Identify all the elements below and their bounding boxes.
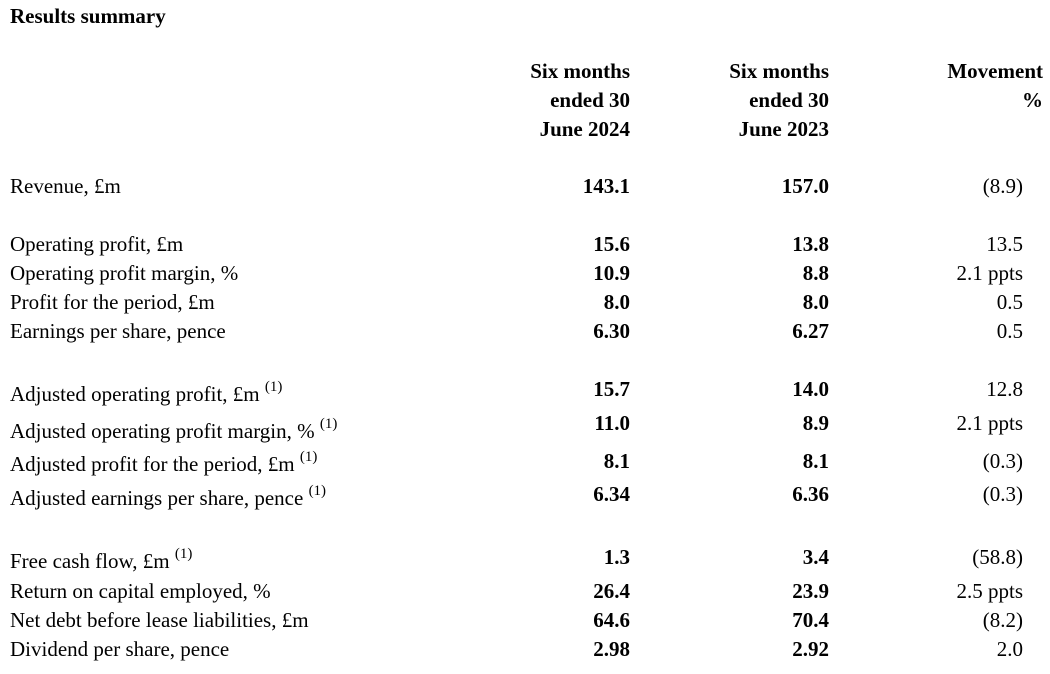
value-2024: 6.34 bbox=[593, 482, 630, 506]
table-row bbox=[0, 480, 1050, 509]
value-2023: 6.36 bbox=[792, 482, 829, 506]
table-row bbox=[0, 259, 1050, 288]
value-2024: 1.3 bbox=[603, 545, 630, 569]
movement-value: (58.8) bbox=[972, 545, 1023, 569]
movement-value: (8.2) bbox=[982, 608, 1023, 632]
table-row bbox=[0, 317, 1050, 346]
row-label: Return on capital employed, % bbox=[10, 579, 271, 603]
value-2024: 8.1 bbox=[603, 449, 630, 473]
row-label: Dividend per share, pence bbox=[10, 637, 230, 661]
value-2023: 2.92 bbox=[792, 637, 829, 661]
value-2023: 13.8 bbox=[792, 232, 829, 256]
header-line: June 2024 bbox=[539, 117, 630, 141]
page-title: Results summary bbox=[10, 4, 166, 28]
header-line: Six months bbox=[530, 59, 630, 83]
movement-value: 2.0 bbox=[996, 637, 1023, 661]
table-row bbox=[0, 606, 1050, 635]
movement-value: (0.3) bbox=[982, 449, 1023, 473]
value-2024: 10.9 bbox=[593, 261, 630, 285]
value-2024: 8.0 bbox=[603, 290, 630, 314]
value-2023: 14.0 bbox=[792, 377, 829, 401]
value-2024: 26.4 bbox=[593, 579, 630, 603]
value-2024: 143.1 bbox=[582, 174, 630, 198]
value-2024: 64.6 bbox=[593, 608, 630, 632]
table-row bbox=[0, 543, 1050, 572]
value-2024: 15.7 bbox=[593, 377, 630, 401]
table-row bbox=[0, 447, 1050, 476]
value-2023: 8.9 bbox=[802, 411, 829, 435]
footnote-marker: (1) bbox=[264, 379, 283, 395]
header-line: % bbox=[1022, 88, 1043, 112]
row-label: Operating profit, £m bbox=[10, 232, 184, 256]
row-label: Adjusted earnings per share, pence $^{(1)}$ bbox=[10, 483, 327, 510]
row-label: Earnings per share, pence bbox=[10, 319, 226, 343]
value-2023: 8.8 bbox=[802, 261, 829, 285]
value-2023: 157.0 bbox=[781, 174, 829, 198]
value-2024: 6.30 bbox=[593, 319, 630, 343]
value-2023: 6.27 bbox=[792, 319, 829, 343]
footnote-marker: (1) bbox=[174, 546, 193, 562]
table-row bbox=[0, 172, 1050, 201]
header-line: ended 30 bbox=[550, 88, 630, 112]
row-label: Adjusted operating profit margin, % $^{(1)}$ bbox=[10, 416, 338, 443]
value-2024: 15.6 bbox=[593, 232, 630, 256]
value-2023: 8.1 bbox=[802, 449, 829, 473]
footnote-marker: (1) bbox=[308, 483, 327, 499]
row-label: Net debt before lease liabilities, £m bbox=[10, 608, 309, 632]
value-2023: 3.4 bbox=[802, 545, 829, 569]
header-line: ended 30 bbox=[749, 88, 829, 112]
value-2023: 70.4 bbox=[792, 608, 829, 632]
movement-value: 2.5 ppts bbox=[956, 579, 1023, 603]
row-label: Free cash flow, £m $^{(1)}$ bbox=[10, 546, 193, 573]
header-line: June 2023 bbox=[738, 117, 829, 141]
header-line: Movement bbox=[947, 59, 1043, 83]
table-row bbox=[0, 375, 1050, 404]
row-label: Adjusted profit for the period, £m $^{(1)}$ bbox=[10, 449, 318, 476]
movement-value: (0.3) bbox=[982, 482, 1023, 506]
row-label: Adjusted operating profit, £m $^{(1)}$ bbox=[10, 379, 283, 406]
row-label: Operating profit margin, % bbox=[10, 261, 239, 285]
table-row bbox=[0, 409, 1050, 443]
table-row bbox=[0, 230, 1050, 259]
movement-value: 12.8 bbox=[986, 377, 1023, 401]
row-label: Revenue, £m bbox=[10, 174, 121, 198]
row-label: Profit for the period, £m bbox=[10, 290, 215, 314]
header-six-months-2023 bbox=[729, 57, 829, 144]
table-row bbox=[0, 288, 1050, 317]
value-2023: 23.9 bbox=[792, 579, 829, 603]
value-2024: 11.0 bbox=[594, 411, 630, 435]
footnote-marker: (1) bbox=[299, 449, 318, 465]
movement-value: 2.1 ppts bbox=[956, 411, 1023, 435]
header-line: Six months bbox=[729, 59, 829, 83]
value-2024: 2.98 bbox=[593, 637, 630, 661]
table-row bbox=[0, 635, 1050, 664]
movement-value: 13.5 bbox=[986, 232, 1023, 256]
movement-value: 0.5 bbox=[996, 290, 1023, 314]
value-2023: 8.0 bbox=[802, 290, 829, 314]
movement-value: 2.1 ppts bbox=[956, 261, 1023, 285]
table-row bbox=[0, 577, 1050, 606]
movement-value: (8.9) bbox=[982, 174, 1023, 198]
footnote-marker: (1) bbox=[319, 416, 338, 432]
movement-value: 0.5 bbox=[996, 319, 1023, 343]
header-six-months-2024 bbox=[530, 57, 630, 144]
header-movement bbox=[947, 57, 1043, 115]
